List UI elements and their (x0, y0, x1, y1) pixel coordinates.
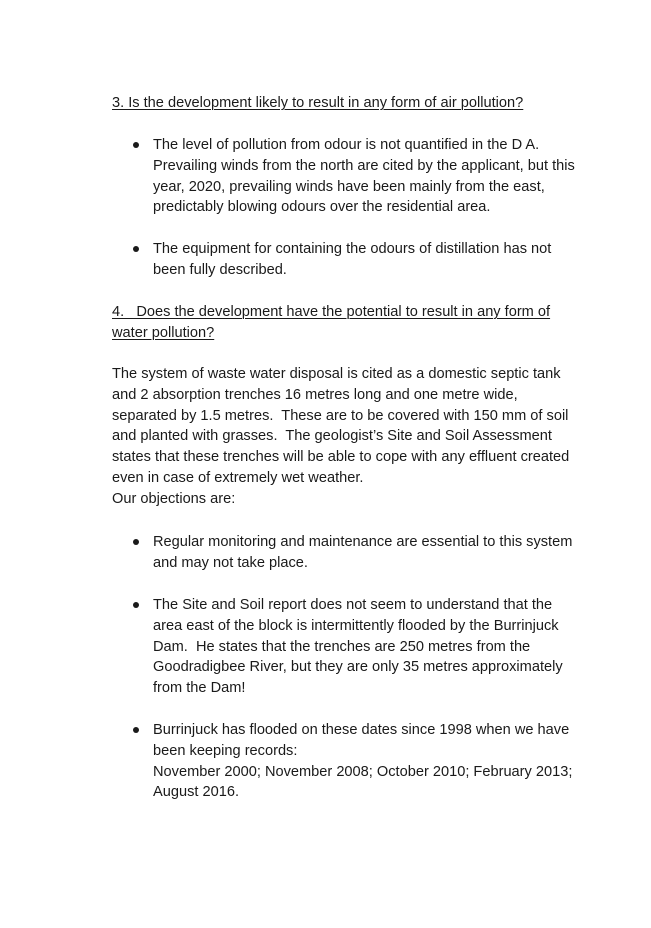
text-line: Our objections are: (112, 490, 236, 507)
bullet-icon (133, 142, 139, 148)
section-4-heading (112, 302, 550, 344)
text-line: and 2 absorption trenches 16 metres long and one metre wide, (112, 386, 518, 403)
text-line: from the Dam! (153, 680, 246, 697)
text-line: The level of pollution from odour is not quantified in the D A. (153, 137, 540, 153)
heading-line: 4. Does the development have the potential to result in any form of (112, 304, 551, 320)
text-line: The Site and Soil report does not seem to understand that the (153, 597, 553, 613)
text-line: Goodradigbee River, but they are only 35 metres approximately (153, 659, 563, 676)
text-line: Prevailing winds from the north are cited by the applicant, but this (153, 157, 575, 174)
text-line: Burrinjuck has flooded on these dates since 1998 when we have (153, 722, 570, 738)
text-line: and may not take place. (153, 554, 308, 571)
text-line: even in case of extremely wet weather. (112, 469, 364, 486)
text-line: separated by 1.5 metres. These are to be covered with 150 mm of soil (112, 407, 569, 424)
section-4-paragraph (112, 364, 569, 510)
bullet-icon (133, 246, 139, 252)
list-item-text (153, 532, 572, 574)
bullet-icon (133, 727, 139, 733)
text-line: Dam. He states that the trenches are 250 metres from the (153, 638, 531, 655)
text-line: August 2016. (153, 784, 240, 801)
list-item-text (153, 135, 575, 218)
text-line: The equipment for containing the odours of distillation has not (153, 241, 552, 257)
heading-line: water pollution? (112, 324, 215, 341)
list-item-text (153, 595, 563, 699)
text-line: been keeping records: (153, 742, 298, 759)
text-line: November 2000; November 2008; October 2010; February 2013; (153, 763, 573, 780)
text-line: area east of the block is intermittently flooded by the Burrinjuck (153, 617, 559, 634)
text-line: Regular monitoring and maintenance are essential to this system (153, 534, 573, 550)
text-line: and planted with grasses. The geologist’s Site and Soil Assessment (112, 428, 552, 445)
text-line: predictably blowing odours over the residential area. (153, 199, 491, 216)
text-line: year, 2020, prevailing winds have been mainly from the east, (153, 178, 545, 195)
text-line: The system of waste water disposal is cited as a domestic septic tank (112, 366, 561, 382)
bullet-icon (133, 539, 139, 545)
list-item-text (153, 720, 572, 803)
list-item-text (153, 239, 551, 281)
section-3-heading: 3. Is the development likely to result in any form of air pollution? (112, 95, 524, 111)
bullet-icon (133, 602, 139, 608)
text-line: been fully described. (153, 261, 287, 278)
text-line: states that these trenches will be able to cope with any effluent created (112, 449, 570, 466)
